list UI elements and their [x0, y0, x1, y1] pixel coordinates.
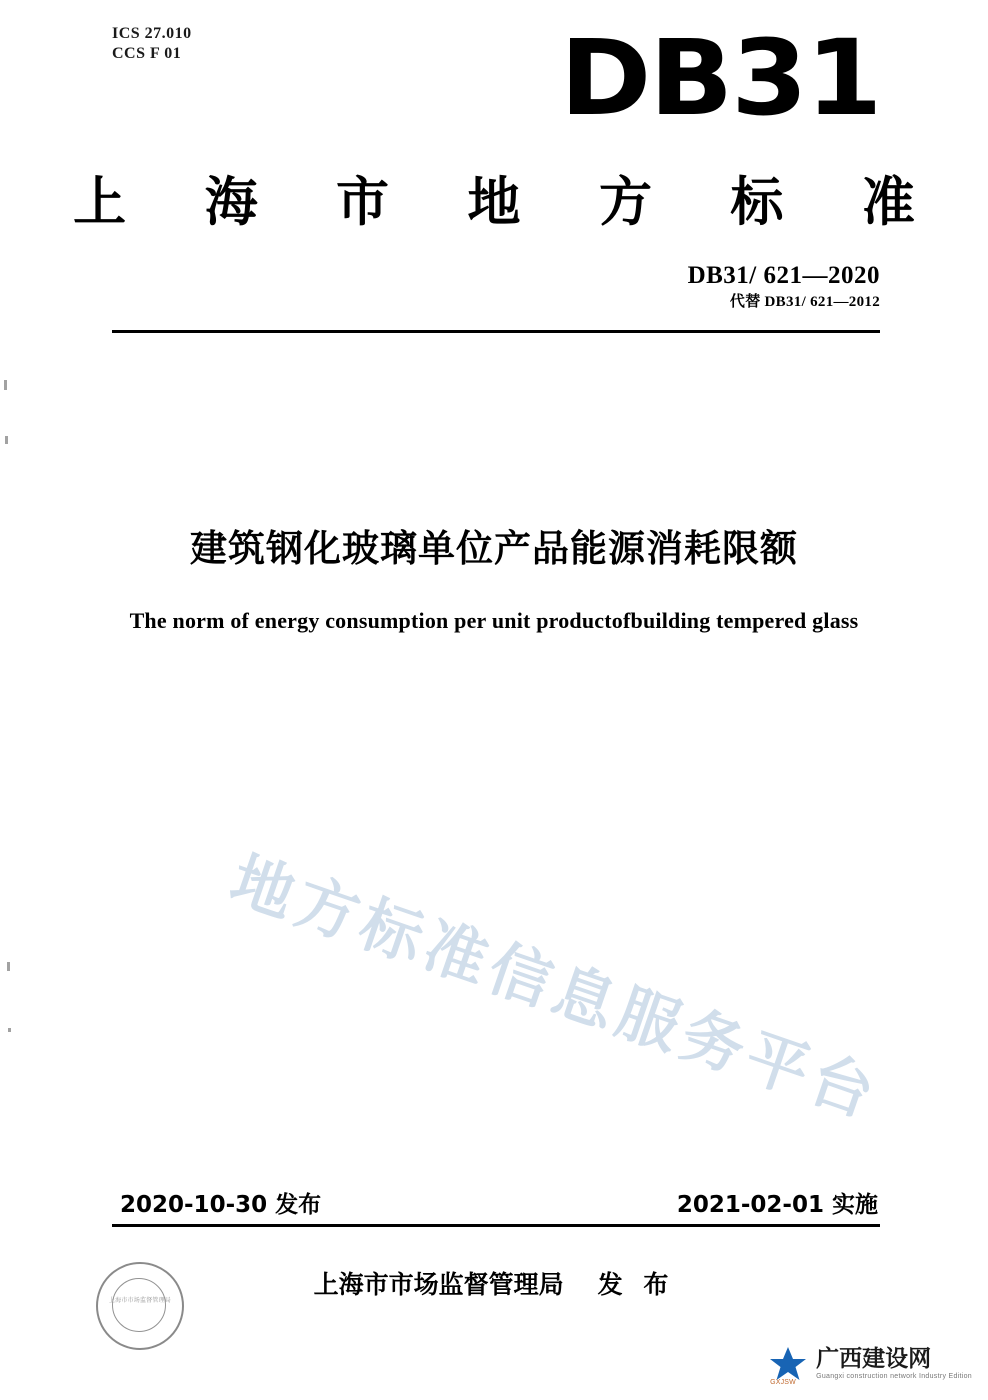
standard-replaces: 代替 DB31/ 621—2012	[729, 294, 880, 310]
publisher-name: 上海市市场监督管理局	[313, 1270, 564, 1299]
ccs-code: CCS F 01	[112, 45, 182, 62]
document-title-cn: 建筑钢化玻璃单位产品能源消耗限额	[190, 527, 798, 570]
classification-codes	[112, 24, 192, 64]
banner-title: 上 海 市 地 方 标 准	[73, 172, 945, 233]
scan-speck	[8, 1028, 11, 1032]
ics-code: ICS 27.010	[112, 25, 192, 42]
db31-logo: DB31	[559, 17, 880, 139]
standard-number: DB31/ 621—2020	[687, 262, 880, 289]
issue-date: 2020-10-30 发布	[120, 1192, 322, 1218]
brand-mark: GXJSW	[770, 1379, 796, 1386]
seal-text: 上海市市场监督管理局	[108, 1298, 171, 1304]
seal-inner-ring	[112, 1278, 166, 1332]
footer-brand	[768, 1344, 972, 1384]
header-divider	[112, 330, 880, 333]
scan-speck	[7, 962, 10, 971]
brand-name-cn: 广西建设网	[816, 1346, 932, 1372]
brand-name-en: Guangxi construction network Industry Edition	[816, 1373, 972, 1380]
footer-divider	[112, 1224, 880, 1227]
star-icon	[768, 1344, 808, 1384]
publisher-verb: 发 布	[597, 1270, 675, 1299]
document-title-en: The norm of energy consumption per unit productofbuilding tempered glass	[129, 608, 859, 633]
watermark-text: 地方标准信息服务平台	[222, 842, 889, 1133]
official-seal	[96, 1262, 184, 1350]
scan-speck	[4, 380, 7, 390]
effective-date: 2021-02-01 实施	[676, 1192, 878, 1218]
brand-texts	[816, 1346, 972, 1382]
scan-speck	[5, 436, 8, 444]
